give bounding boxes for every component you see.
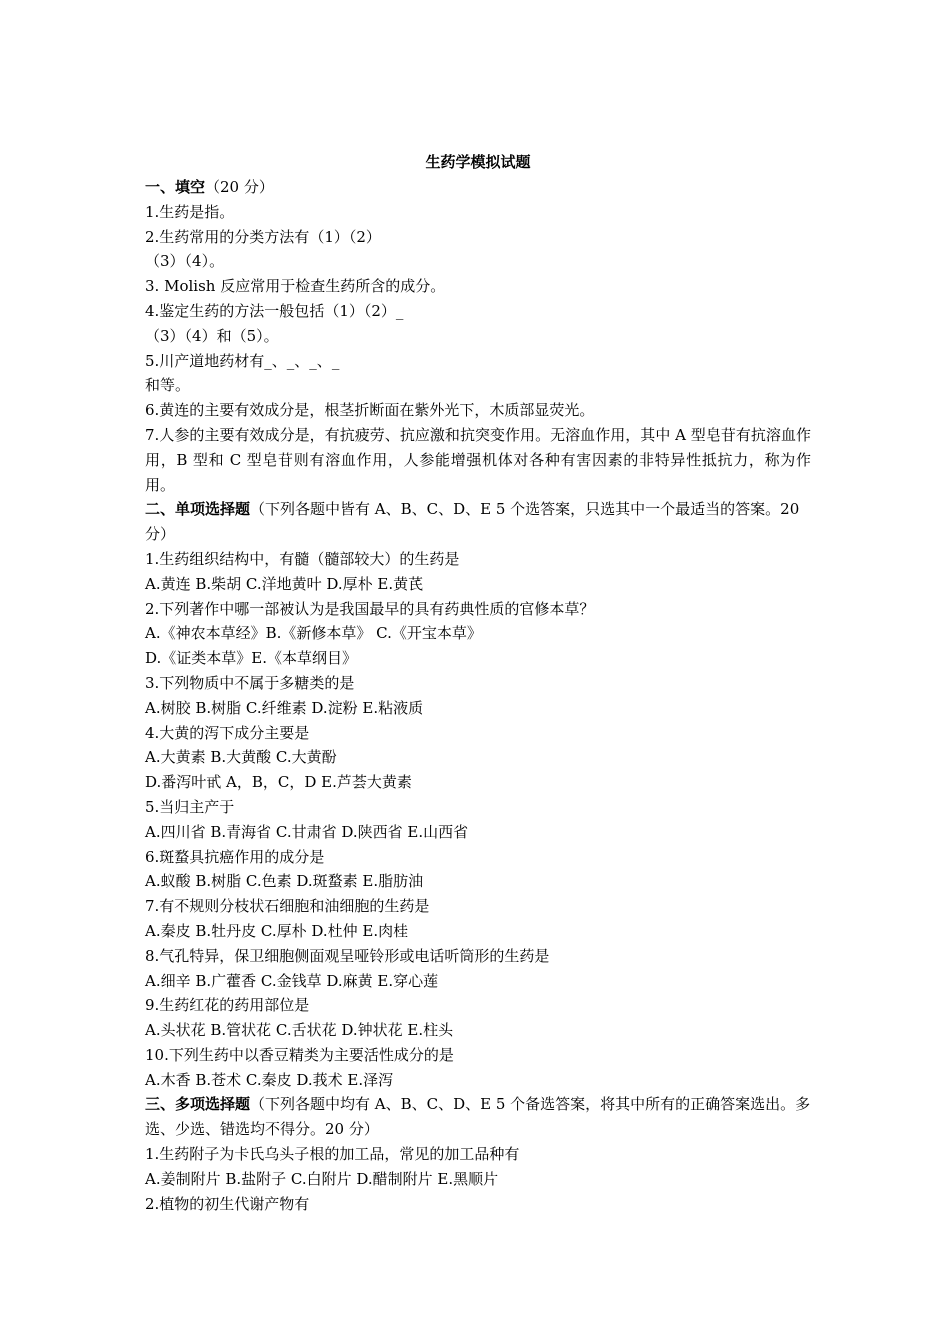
option-line: A.姜制附片 B.盐附子 C.白附片 D.醋制附片 E.黑顺片 (145, 1169, 499, 1188)
question-paragraph: 7.人参的主要有效成分是，有抗疲劳、抗应激和抗突变作用。无溶血作用，其中 A 型皂苷有抗溶血作用，B 型和 C 型皂苷则有溶血作用，人参能增强机体对各种有害因素的非特异性抵抗力，称为作用。 (145, 425, 811, 494)
question-line: 4.鉴定生药的方法一般包括（1）（2）_ (145, 301, 404, 320)
section-title: 一、填空 (145, 178, 206, 196)
question-line: 5.川产道地药材有_、_、_、_ (145, 351, 340, 370)
section-note: （下列各题中皆有 A、B、C、D、E 5 个选答案，只选其中一个最适当的答案。20 分） (145, 500, 800, 544)
option-line: D.番泻叶甙 A，B，C，D E.芦荟大黄素 (145, 773, 412, 792)
question-line: 10.下列生药中以香豆精类为主要活性成分的是 (145, 1045, 454, 1064)
question-line: 1.生药组织结构中，有髓（髓部较大）的生药是 (145, 549, 460, 568)
question-line: （3）（4）和（5）。 (145, 326, 279, 345)
option-line: A.四川省 B.青海省 C.甘肃省 D.陕西省 E.山西省 (145, 822, 469, 841)
question-line: 8.气孔特异，保卫细胞侧面观呈哑铃形或电话听筒形的生药是 (145, 946, 550, 965)
question-line: 2.生药常用的分类方法有（1）（2） (145, 227, 381, 246)
option-line: A.秦皮 B.牡丹皮 C.厚朴 D.杜仲 E.肉桂 (145, 921, 409, 940)
option-line: A.头状花 B.管状花 C.舌状花 D.钟状花 E.柱头 (145, 1021, 454, 1040)
section-title: 三、多项选择题 (145, 1095, 251, 1114)
question-line: 1.生药是指。 (145, 202, 235, 221)
section-heading-multi-choice (145, 1092, 811, 1142)
question-line: 1.生药附子为卡氏乌头子根的加工品，常见的加工品种有 (145, 1145, 520, 1164)
option-line: A.蚁酸 B.树脂 C.色素 D.斑蝥素 E.脂肪油 (145, 872, 424, 891)
question-line: （3）（4）。 (145, 252, 225, 271)
option-line: A.大黄素 B.大黄酸 C.大黄酚 (145, 748, 337, 767)
question-line: 2.下列著作中哪一部被认为是我国最早的具有药典性质的官修本草？ (145, 599, 595, 618)
section-note: （下列各题中均有 A、B、C、D、E 5 个备选答案，将其中所有的正确答案选出。多选、少选、错选均不得分。20 分） (145, 1095, 811, 1139)
question-line: 3.下列物质中不属于多糖类的是 (145, 673, 355, 692)
section-note: （20 分） (205, 178, 274, 196)
question-line: 5.当归主产于 (145, 797, 235, 816)
document-title: 生药学模拟试题 (425, 153, 531, 171)
option-line: A.黄连 B.柴胡 C.洋地黄叶 D.厚朴 E.黄芪 (145, 574, 424, 593)
question-line: 9.生药红花的药用部位是 (145, 996, 310, 1015)
question-line: 2.植物的初生代谢产物有 (145, 1194, 310, 1213)
option-line: A.木香 B.苍术 C.秦皮 D.莪术 E.泽泻 (145, 1070, 394, 1089)
option-line: A.《神农本草经》B.《新修本草》 C.《开宝本草》 (145, 624, 482, 643)
question-line: 6.黄连的主要有效成分是，根茎折断面在紫外光下，木质部显荧光。 (145, 401, 595, 420)
section-title: 二、单项选择题 (145, 500, 251, 519)
option-line: A.细辛 B.广藿香 C.金钱草 D.麻黄 E.穿心莲 (145, 971, 439, 990)
question-line: 和等。 (145, 376, 191, 395)
option-line: A.树胶 B.树脂 C.纤维素 D.淀粉 E.粘液质 (145, 698, 424, 717)
question-line: 7.有不规则分枝状石细胞和油细胞的生药是 (145, 897, 430, 916)
question-line: 4.大黄的泻下成分主要是 (145, 723, 310, 742)
question-line: 6.斑蝥具抗癌作用的成分是 (145, 847, 325, 866)
option-line: D.《证类本草》E.《本草纲目》 (145, 649, 357, 668)
section-heading-single-choice (145, 497, 811, 547)
section-heading-fill-blank (145, 175, 811, 200)
document-page (145, 150, 811, 1216)
question-line: 3. Molish 反应常用于检查生药所含的成分。 (145, 277, 446, 296)
